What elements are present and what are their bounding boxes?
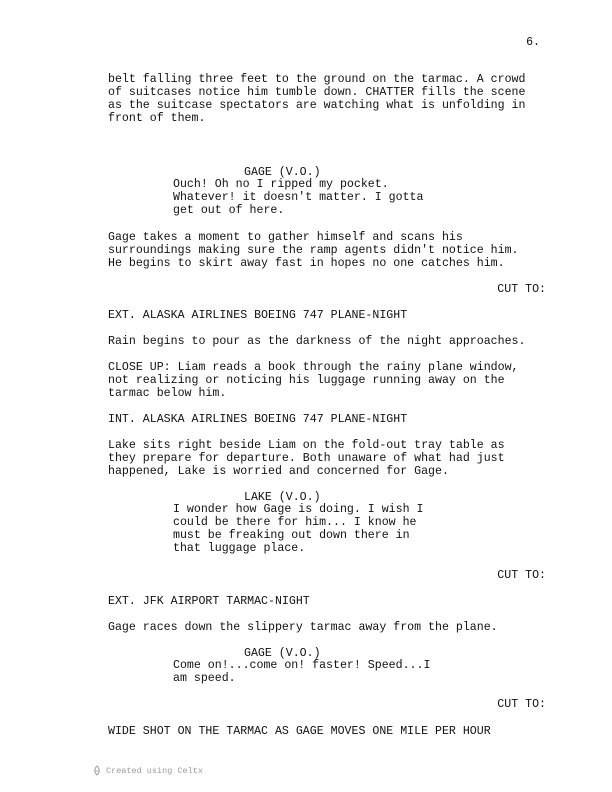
- transition-line: CUT TO:: [497, 569, 546, 582]
- character-line: GAGE (V.O.): [244, 166, 321, 179]
- scene-line: EXT. JFK AIRPORT TARMAC-NIGHT: [108, 595, 310, 608]
- character-line: GAGE (V.O.): [244, 647, 321, 660]
- action-line: as the suitcase spectators are watching what is unfolding in: [108, 99, 526, 113]
- footer: [92, 765, 203, 776]
- dialogue-line: must be freaking out down there in: [173, 529, 410, 543]
- action-line: Lake sits right beside Liam on the fold-out tray table as: [108, 439, 505, 452]
- celtx-logo-icon: [92, 765, 102, 776]
- action-line: surroundings making sure the ramp agents didn't notice him.: [108, 244, 519, 258]
- dialogue-line: that luggage place.: [173, 542, 306, 556]
- transition-line: CUT TO:: [497, 698, 546, 711]
- footer-text: Created using Celtx: [106, 765, 203, 776]
- scene-line: WIDE SHOT ON THE TARMAC AS GAGE MOVES ONE MILE PER HOUR: [108, 725, 491, 738]
- scene-line: EXT. ALASKA AIRLINES BOEING 747 PLANE-NIGHT: [108, 309, 408, 322]
- dialogue-line: get out of here.: [173, 204, 285, 218]
- action-line: Gage races down the slippery tarmac away from the plane.: [108, 621, 498, 634]
- character-line: LAKE (V.O.): [244, 491, 321, 504]
- action-line: Rain begins to pour as the darkness of the night approaches.: [108, 335, 526, 348]
- action-line: tarmac below him.: [108, 387, 227, 401]
- action-line: front of them.: [108, 112, 206, 126]
- action-line: Gage takes a moment to gather himself and scans his: [108, 231, 463, 244]
- action-line: of suitcases notice him tumble down. CHATTER fills the scene: [108, 86, 526, 100]
- transition-line: CUT TO:: [497, 283, 546, 296]
- dialogue-line: Whatever! it doesn't matter. I gotta: [173, 191, 424, 205]
- page-number: 6.: [526, 36, 540, 49]
- dialogue-line: am speed.: [173, 672, 236, 686]
- action-line: He begins to skirt away fast in hopes no one catches him.: [108, 257, 505, 271]
- dialogue-line: could be there for him... I know he: [173, 516, 417, 530]
- action-line: belt falling three feet to the ground on the tarmac. A crowd: [108, 73, 526, 86]
- action-line: happened, Lake is worried and concerned for Gage.: [108, 465, 449, 479]
- action-line: not realizing or noticing his luggage running away on the: [108, 374, 505, 388]
- action-line: CLOSE UP: Liam reads a book through the rainy plane window,: [108, 361, 519, 374]
- scene-line: INT. ALASKA AIRLINES BOEING 747 PLANE-NIGHT: [108, 413, 408, 426]
- action-line: they prepare for departure. Both unaware of what had just: [108, 452, 505, 466]
- dialogue-line: I wonder how Gage is doing. I wish I: [173, 503, 424, 516]
- dialogue-line: Ouch! Oh no I ripped my pocket.: [173, 178, 389, 191]
- dialogue-line: Come on!...come on! faster! Speed...I: [173, 659, 431, 672]
